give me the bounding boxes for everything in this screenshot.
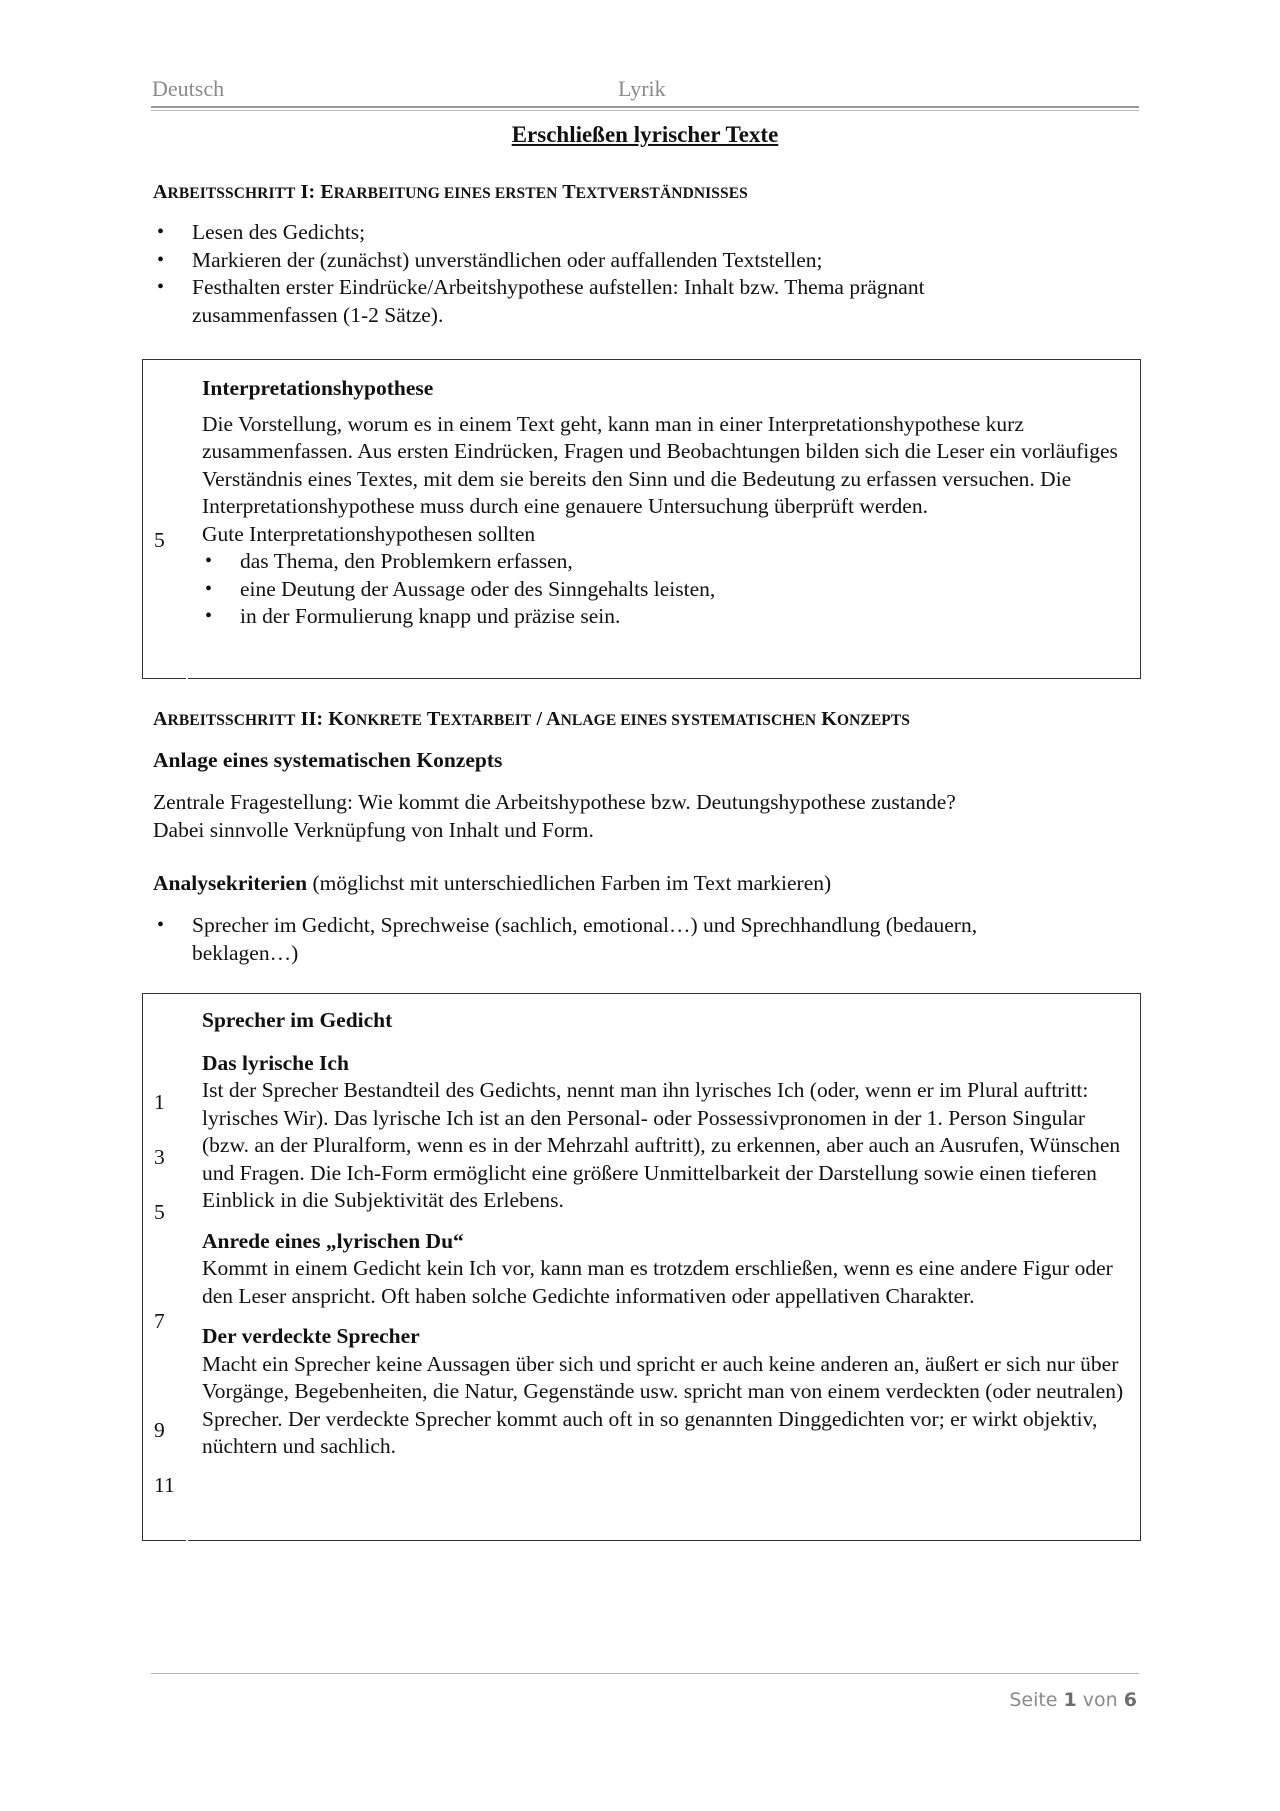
step-2-word4: NLAGE EINES SYSTEMATISCHEN xyxy=(560,712,817,729)
analysis-criteria-line xyxy=(153,870,1143,898)
footer-middle: von xyxy=(1076,1689,1124,1711)
step-2-prefix: A xyxy=(153,708,168,730)
step-2-word5: ONZEPTS xyxy=(836,712,911,729)
step-2-roman: II: K xyxy=(295,708,344,730)
list-item: • eine Deutung der Aussage oder des Sinngehalts leisten, xyxy=(202,576,1132,604)
list-item: • das Thema, den Problemkern erfassen, xyxy=(202,548,1132,576)
line-number: 5 xyxy=(154,1200,165,1224)
step-2-word2: ONKRETE xyxy=(343,712,423,729)
list-item: • Lesen des Gedichts; xyxy=(153,219,1113,247)
line-number: 11 xyxy=(154,1473,175,1497)
header-rule xyxy=(151,106,1139,108)
step-2-bullet-list xyxy=(153,912,1113,967)
central-question-line-2: Dabei sinnvolle Verknüpfung von Inhalt und Form. xyxy=(153,817,594,842)
header-rule-thin xyxy=(151,110,1139,111)
box-border-gap xyxy=(186,664,188,680)
section-title-hidden-speaker: Der verdeckte Sprecher xyxy=(202,1324,420,1348)
list-item: • Festhalten erster Eindrücke/Arbeitshypothese aufstellen: Inhalt bzw. Thema prägnant zusammenfassen (1-2 Sätze). xyxy=(153,274,1062,329)
list-item: • Sprecher im Gedicht, Sprechweise (sachlich, emotional…) und Sprechhandlung (bedauern, beklagen…) xyxy=(153,912,1072,967)
line-number: 3 xyxy=(154,1145,165,1169)
analysis-criteria-label: Analysekriterien xyxy=(153,871,308,895)
box-paragraph: Die Vorstellung, worum es in einem Text geht, kann man in einer Interpretationshypothese kurz zusammenfassen. Aus ersten Eindrücken, Fragen und Beobachtungen bilden sich die Leser ein vorläufiges Verständnis eines Textes, mit dem sie bereits den Sinn und die Bedeutung zu erfassen versuchen. Die Interpretationshypothese muss durch eine genauere Untersuchung überprüft werden. xyxy=(202,411,1118,518)
page-header xyxy=(151,76,1139,106)
interpretation-hypothesis-box xyxy=(142,359,1141,679)
footer-current-page: 1 xyxy=(1063,1689,1077,1711)
step-1-heading xyxy=(153,181,748,204)
box-heading: Sprecher im Gedicht xyxy=(202,1008,393,1032)
step-1-roman: I: E xyxy=(295,181,334,203)
step-2-cap3: T xyxy=(422,708,441,730)
step-1-word2: RARBEITUNG EINES ERSTEN xyxy=(333,185,558,202)
speaker-in-poem-box xyxy=(142,993,1141,1541)
step-1-cap3: T xyxy=(557,181,576,203)
box-bullet-list xyxy=(202,548,1132,631)
footer-total-pages: 6 xyxy=(1123,1689,1137,1711)
list-item: • in der Formulierung knapp und präzise sein. xyxy=(202,603,1132,631)
header-subject: Deutsch xyxy=(152,76,225,101)
section-title-lyrical-du: Anrede eines „lyrischen Du“ xyxy=(202,1228,464,1253)
line-number: 7 xyxy=(154,1309,165,1333)
step-2-word1: RBEITSSCHRITT xyxy=(167,712,296,729)
box-border-gap xyxy=(186,1526,188,1542)
line-number: 1 xyxy=(154,1090,165,1114)
step-1-word3: EXTVERSTÄNDNISSES xyxy=(575,185,748,202)
line-number: 5 xyxy=(154,528,165,552)
step-2-word3: EXTARBEIT xyxy=(440,712,532,729)
step-1-word1: RBEITSSCHRITT xyxy=(167,185,296,202)
line-number: 9 xyxy=(154,1418,165,1442)
box-lead-text: Gute Interpretationshypothesen sollten xyxy=(202,521,536,546)
box-heading: Interpretationshypothese xyxy=(202,376,434,400)
section-text-lyrical-i: Ist der Sprecher Bestandteil des Gedichts, nennt man ihn lyrisches Ich (oder, wenn er im Plural auftritt: lyrisches Wir). Das lyrische Ich ist an den Personal- oder Possessivpronomen in der 1. Person Singular (bzw. an der Pluralform, wenn es in der Mehrzahl auftritt), zu erkennen, aber auch an Ausrufen, Wünschen und Fragen. Die Ich-Form ermöglicht eine größere Unmittelbarkeit der Darstellung sowie einen tieferen Einblick in die Subjektivität des Erlebens. xyxy=(202,1078,1121,1212)
step-1-prefix: A xyxy=(153,181,168,203)
page-footer xyxy=(1009,1689,1137,1711)
document-title: Erschließen lyrischer Texte xyxy=(511,122,779,147)
step-2-subheading: Anlage eines systematischen Konzepts xyxy=(153,748,503,772)
central-question xyxy=(153,789,1143,844)
footer-rule xyxy=(151,1673,1139,1674)
analysis-criteria-note: (möglichst mit unterschiedlichen Farben im Text markieren) xyxy=(307,871,832,895)
header-topic: Lyrik xyxy=(618,76,666,101)
step-2-heading xyxy=(153,708,910,731)
section-text-lyrical-du: Kommt in einem Gedicht kein Ich vor, kann man es trotzdem erschließen, wenn es eine andere Figur oder den Leser anspricht. Oft haben solche Gedichte informativen oder appellativen Charakter. xyxy=(202,1256,1113,1308)
central-question-line-1: Zentrale Fragestellung: Wie kommt die Arbeitshypothese bzw. Deutungshypothese zustande? xyxy=(153,790,956,814)
step-2-slash: / A xyxy=(531,708,561,730)
section-text-hidden-speaker: Macht ein Sprecher keine Aussagen über sich und spricht er auch keine anderen an, äußert er sich nur über Vorgänge, Begebenheiten, die Natur, Gegenstände usw. spricht man von einem verdeckten (oder neutralen) Sprecher. Der verdeckte Sprecher kommt auch oft in so genannten Dinggedichten vor; er wirkt objektiv, nüchtern und sachlich. xyxy=(202,1351,1124,1458)
step-2-cap5: K xyxy=(816,708,837,730)
step-1-bullet-list xyxy=(153,219,1113,329)
section-title-lyrical-i: Das lyrische Ich xyxy=(202,1050,349,1075)
footer-prefix: Seite xyxy=(1009,1689,1064,1711)
list-item: • Markieren der (zunächst) unverständlichen oder auffallenden Textstellen; xyxy=(153,247,1113,275)
